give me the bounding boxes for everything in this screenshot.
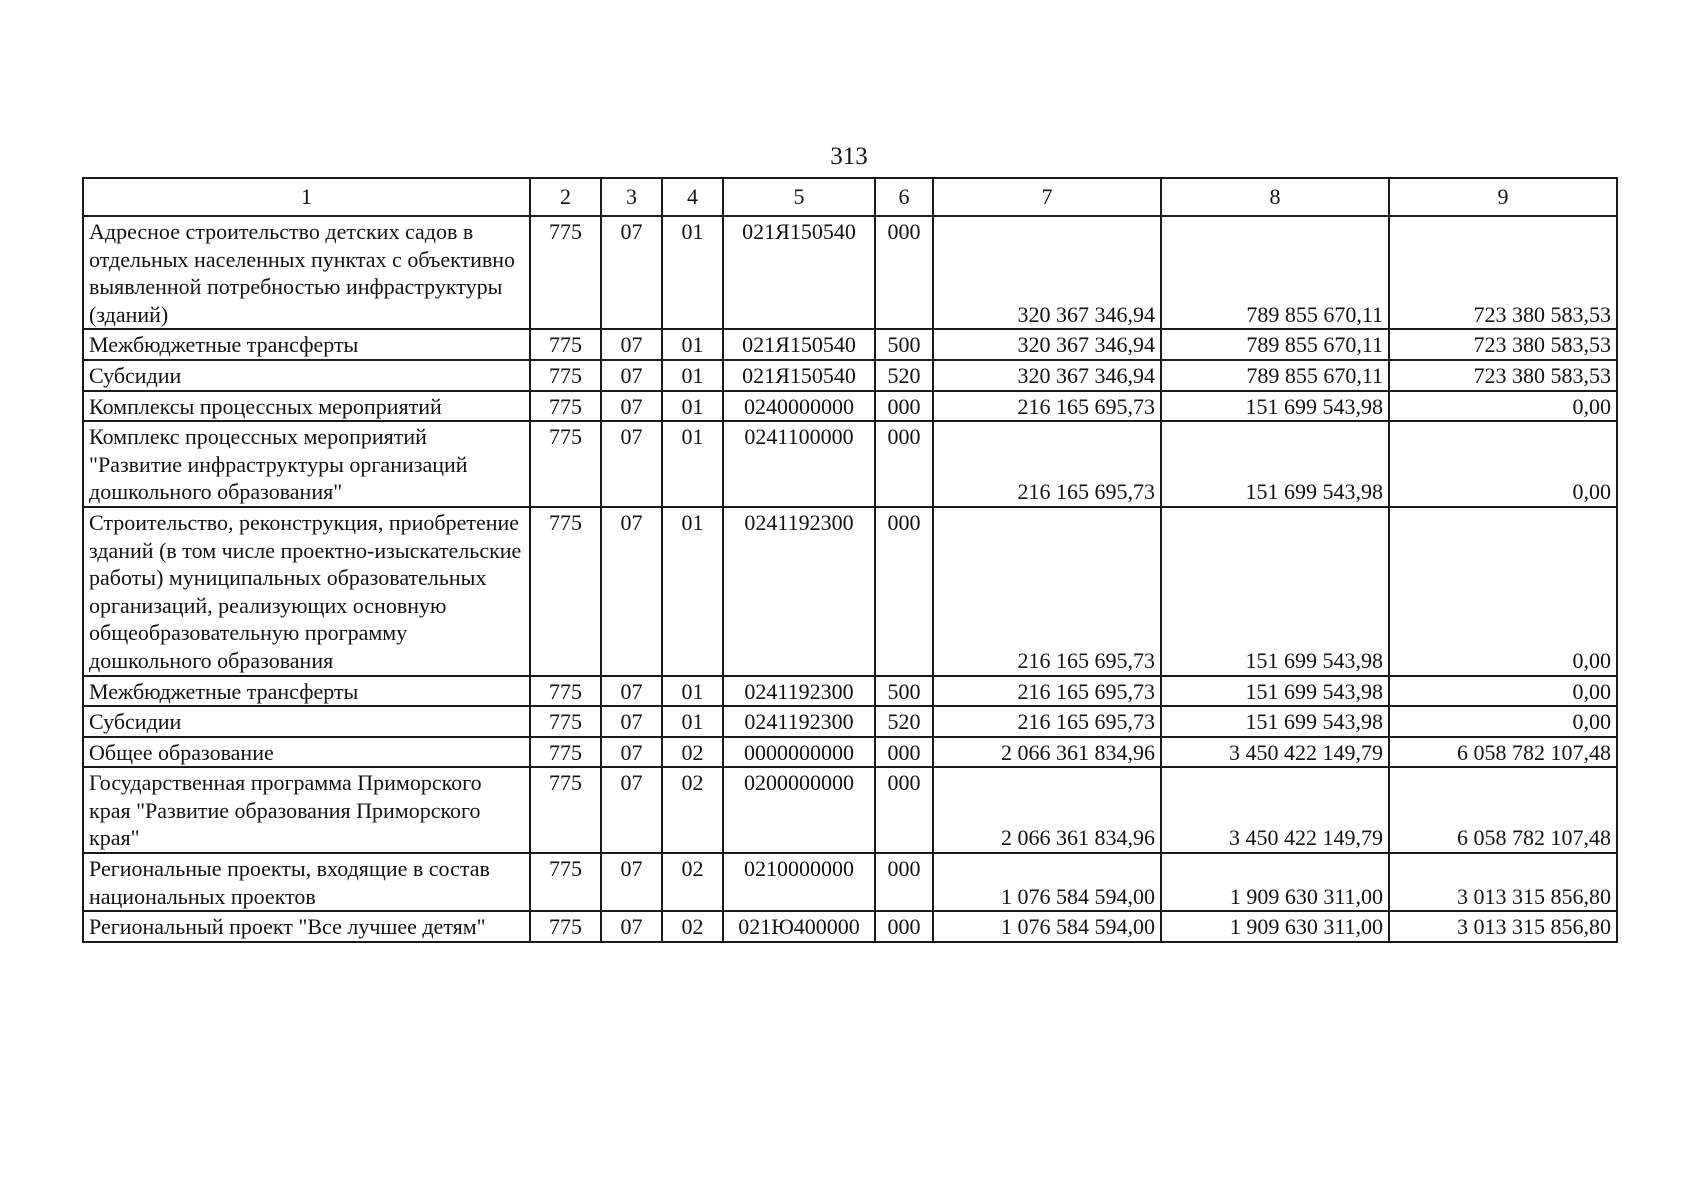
- table-row: [83, 676, 1617, 707]
- amount-col8: 151 699 543,98: [1161, 706, 1389, 737]
- subsection-code: 01: [662, 507, 723, 676]
- column-header: 2: [530, 178, 601, 216]
- expense-type-code: 000: [875, 767, 933, 853]
- amount-col7: 320 367 346,94: [933, 360, 1161, 391]
- amount-col7: 216 165 695,73: [933, 706, 1161, 737]
- column-header: 7: [933, 178, 1161, 216]
- expense-type-code: 520: [875, 706, 933, 737]
- amount-col9: 0,00: [1389, 676, 1617, 707]
- subsection-code: 02: [662, 767, 723, 853]
- admin-code: 775: [530, 676, 601, 707]
- admin-code: 775: [530, 853, 601, 911]
- amount-col9: 3 013 315 856,80: [1389, 853, 1617, 911]
- amount-col8: 789 855 670,11: [1161, 329, 1389, 360]
- row-name: Общее образование: [83, 737, 530, 768]
- subsection-code: 01: [662, 706, 723, 737]
- amount-col9: 723 380 583,53: [1389, 360, 1617, 391]
- row-name: Межбюджетные трансферты: [83, 676, 530, 707]
- admin-code: 775: [530, 507, 601, 676]
- amount-col7: 216 165 695,73: [933, 676, 1161, 707]
- subsection-code: 01: [662, 360, 723, 391]
- subsection-code: 01: [662, 216, 723, 329]
- section-code: 07: [601, 216, 662, 329]
- target-article-code: 021Я150540: [723, 216, 875, 329]
- amount-col7: 216 165 695,73: [933, 391, 1161, 422]
- section-code: 07: [601, 767, 662, 853]
- expense-type-code: 000: [875, 737, 933, 768]
- amount-col8: 151 699 543,98: [1161, 676, 1389, 707]
- row-name: Государственная программа Приморского края "Развитие образования Приморского края": [83, 767, 530, 853]
- expense-type-code: 500: [875, 329, 933, 360]
- amount-col9: 3 013 315 856,80: [1389, 911, 1617, 942]
- amount-col9: 723 380 583,53: [1389, 329, 1617, 360]
- section-code: 07: [601, 329, 662, 360]
- expense-type-code: 000: [875, 216, 933, 329]
- amount-col7: 2 066 361 834,96: [933, 767, 1161, 853]
- amount-col9: 0,00: [1389, 421, 1617, 507]
- row-name: Субсидии: [83, 360, 530, 391]
- table-row: [83, 216, 1617, 329]
- section-code: 07: [601, 360, 662, 391]
- expense-type-code: 000: [875, 853, 933, 911]
- amount-col9: 723 380 583,53: [1389, 216, 1617, 329]
- table-row: [83, 391, 1617, 422]
- admin-code: 775: [530, 360, 601, 391]
- table-row: [83, 737, 1617, 768]
- admin-code: 775: [530, 767, 601, 853]
- target-article-code: 021Я150540: [723, 329, 875, 360]
- section-code: 07: [601, 507, 662, 676]
- row-name: Комплекс процессных мероприятий "Развитие инфраструктуры организаций дошкольного образования": [83, 421, 530, 507]
- table-row: [83, 507, 1617, 676]
- section-code: 07: [601, 421, 662, 507]
- subsection-code: 02: [662, 911, 723, 942]
- table-body: [83, 216, 1617, 942]
- section-code: 07: [601, 853, 662, 911]
- column-header: 4: [662, 178, 723, 216]
- amount-col8: 151 699 543,98: [1161, 507, 1389, 676]
- expense-type-code: 000: [875, 421, 933, 507]
- amount-col8: 789 855 670,11: [1161, 360, 1389, 391]
- admin-code: 775: [530, 737, 601, 768]
- admin-code: 775: [530, 421, 601, 507]
- column-header: 1: [83, 178, 530, 216]
- section-code: 07: [601, 706, 662, 737]
- table-row: [83, 706, 1617, 737]
- amount-col7: 1 076 584 594,00: [933, 853, 1161, 911]
- table-row: [83, 421, 1617, 507]
- column-header: 6: [875, 178, 933, 216]
- admin-code: 775: [530, 216, 601, 329]
- row-name: Региональные проекты, входящие в состав национальных проектов: [83, 853, 530, 911]
- subsection-code: 01: [662, 421, 723, 507]
- page-number: 313: [830, 143, 868, 170]
- amount-col7: 216 165 695,73: [933, 507, 1161, 676]
- subsection-code: 02: [662, 853, 723, 911]
- row-name: Адресное строительство детских садов в отдельных населенных пунктах с объективно выявленной потребностью инфраструктуры (зданий): [83, 216, 530, 329]
- expense-type-code: 000: [875, 911, 933, 942]
- target-article-code: 0200000000: [723, 767, 875, 853]
- table-row: [83, 360, 1617, 391]
- section-code: 07: [601, 676, 662, 707]
- amount-col8: 151 699 543,98: [1161, 421, 1389, 507]
- row-name: Строительство, реконструкция, приобретение зданий (в том числе проектно-изыскательские работы) муниципальных образовательных организаций, реализующих основную общеобразовательную программу дошкольного образования: [83, 507, 530, 676]
- section-code: 07: [601, 911, 662, 942]
- target-article-code: 0241192300: [723, 507, 875, 676]
- amount-col7: 216 165 695,73: [933, 421, 1161, 507]
- subsection-code: 01: [662, 391, 723, 422]
- expense-type-code: 000: [875, 391, 933, 422]
- column-header: 3: [601, 178, 662, 216]
- admin-code: 775: [530, 329, 601, 360]
- amount-col9: 0,00: [1389, 391, 1617, 422]
- amount-col8: 1 909 630 311,00: [1161, 853, 1389, 911]
- amount-col7: 2 066 361 834,96: [933, 737, 1161, 768]
- amount-col9: 6 058 782 107,48: [1389, 767, 1617, 853]
- column-header: 5: [723, 178, 875, 216]
- row-name: Региональный проект "Все лучшее детям": [83, 911, 530, 942]
- subsection-code: 01: [662, 676, 723, 707]
- amount-col7: 1 076 584 594,00: [933, 911, 1161, 942]
- target-article-code: 0210000000: [723, 853, 875, 911]
- amount-col8: 3 450 422 149,79: [1161, 737, 1389, 768]
- table-row: [83, 329, 1617, 360]
- section-code: 07: [601, 737, 662, 768]
- row-name: Субсидии: [83, 706, 530, 737]
- target-article-code: 0000000000: [723, 737, 875, 768]
- target-article-code: 0241100000: [723, 421, 875, 507]
- amount-col7: 320 367 346,94: [933, 329, 1161, 360]
- amount-col7: 320 367 346,94: [933, 216, 1161, 329]
- amount-col8: 151 699 543,98: [1161, 391, 1389, 422]
- column-number-row: [83, 178, 1617, 216]
- expense-type-code: 520: [875, 360, 933, 391]
- target-article-code: 021Я150540: [723, 360, 875, 391]
- subsection-code: 02: [662, 737, 723, 768]
- row-name: Межбюджетные трансферты: [83, 329, 530, 360]
- budget-table: [82, 177, 1618, 943]
- column-header: 8: [1161, 178, 1389, 216]
- amount-col9: 0,00: [1389, 507, 1617, 676]
- table-row: [83, 911, 1617, 942]
- expense-type-code: 000: [875, 507, 933, 676]
- column-header: 9: [1389, 178, 1617, 216]
- row-name: Комплексы процессных мероприятий: [83, 391, 530, 422]
- table-row: [83, 767, 1617, 853]
- expense-type-code: 500: [875, 676, 933, 707]
- target-article-code: 0240000000: [723, 391, 875, 422]
- amount-col9: 6 058 782 107,48: [1389, 737, 1617, 768]
- amount-col9: 0,00: [1389, 706, 1617, 737]
- admin-code: 775: [530, 706, 601, 737]
- table-row: [83, 853, 1617, 911]
- target-article-code: 021Ю400000: [723, 911, 875, 942]
- subsection-code: 01: [662, 329, 723, 360]
- admin-code: 775: [530, 911, 601, 942]
- target-article-code: 0241192300: [723, 676, 875, 707]
- amount-col8: 789 855 670,11: [1161, 216, 1389, 329]
- amount-col8: 1 909 630 311,00: [1161, 911, 1389, 942]
- target-article-code: 0241192300: [723, 706, 875, 737]
- section-code: 07: [601, 391, 662, 422]
- admin-code: 775: [530, 391, 601, 422]
- amount-col8: 3 450 422 149,79: [1161, 767, 1389, 853]
